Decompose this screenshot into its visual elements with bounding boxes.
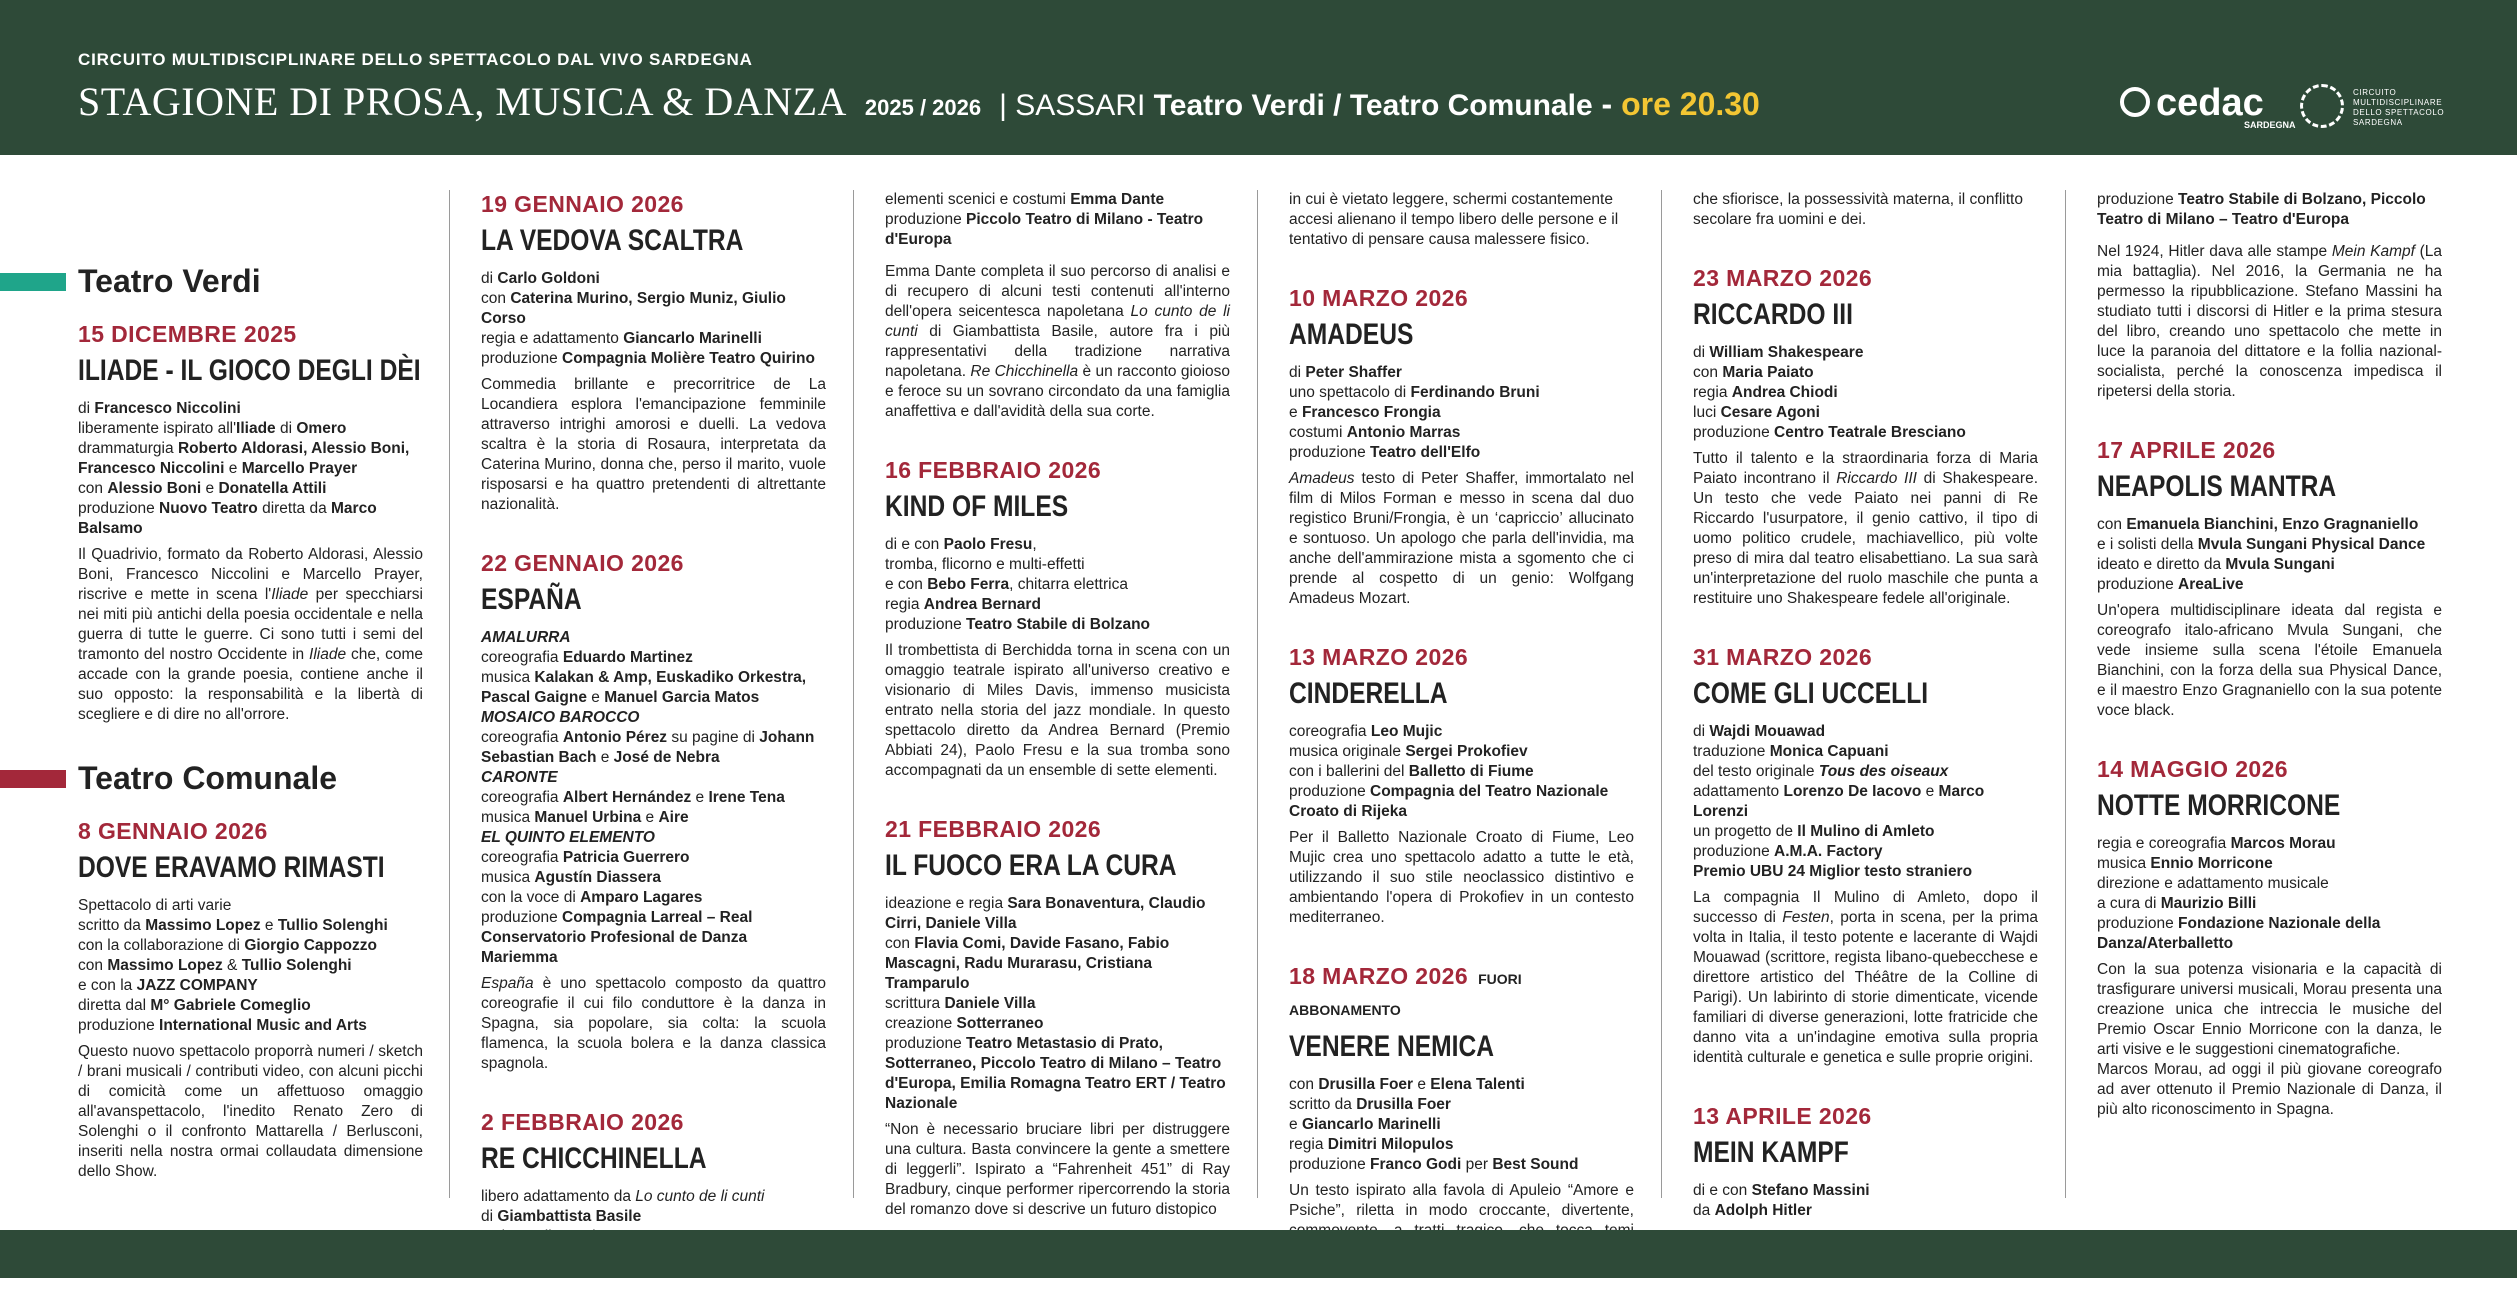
event-description: “Non è necessario bruciare libri per distruggere una cultura. Basta convincere la gente a smettere di leggerli”. Ispirato a “Fahrenheit 451” di Ray Bradbury, cinque performer ripercorrendo la storia del romanzo dove si descrive un futuro distopico (885, 1121, 1230, 1218)
column-divider (853, 190, 854, 1198)
event-description: La compagnia Il Mulino di Amleto, dopo il successo di Festen, porta in scena, per la prima volta in Italia, il testo potente e lacerante di Wajdi Mouawad (scrittore, regista libano-quebecchese e direttore artistico del Théâtre de la Colline di Parigi). Un labirinto di storie dimenticate, vicende familiari di diverse generazioni, lotte fratricide che danno vita a un'indagine emotiva sulla propria identità culturale e genetica e sulle proprie origini. (1693, 889, 2038, 1066)
event-re-chicchinella (481, 1108, 826, 1247)
venue-label: Teatro Verdi / Teatro Comunale (1153, 89, 1593, 122)
event-title: COME GLI UCCELLI (1693, 677, 1929, 710)
event-title: DOVE ERAVAMO RIMASTI (78, 851, 385, 884)
event-description: Per il Balletto Nazionale Croato di Fiume, Leo Mujic crea uno spettacolo adatto a tutte le età, utilizzando il suo stile neoclassico distintivo e ambientando l'opera di Prokofiev in un contesto mediterraneo. (1289, 829, 1634, 926)
event-come-gli-uccelli (1693, 643, 2038, 1068)
event-credits: di e con Stefano Massini da Adolph Hitler (1693, 1182, 1870, 1219)
event-credits: AMALURRA coreografia Eduardo Martinez musica Kalakan & Amp, Euskadiko Orkestra, Pascal Gaigne e Manuel Garcia Matos MOSAICO BAROCCO coreografia Antonio Pérez su pagine di Johann Sebastian Bach e José de Nebra CARONTE coreografia Albert Hernández e Irene Tena musica Manuel Urbina e Aire EL QUINTO ELEMENTO coreografia Patricia Guerrero musica Agustín Diassera con la voce di Amparo Lagares produzione Compagnia Larreal – Real Conservatorio Profesional de Danza Mariemma (481, 629, 815, 966)
event-date: 13 MARZO 2026 (1289, 644, 1469, 670)
time-separator: - (1592, 86, 1622, 122)
continued-re-chicchinella: elementi scenici e costumi Emma Dante produzione Piccolo Teatro di Milano - Teatro d'Europa (885, 191, 1204, 248)
event-title: LA VEDOVA SCALTRA (481, 224, 744, 257)
event-title: ILIADE - IL GIOCO DEGLI DÈI (78, 354, 421, 387)
continued-venere-nemica: che sfiorisce, la possessività materna, il conflitto secolare fra uomini e dei. (1693, 191, 2023, 228)
event-espana (481, 549, 826, 1074)
event-title: VENERE NEMICA (1289, 1030, 1495, 1063)
event-title: CINDERELLA (1289, 677, 1448, 710)
event-title: RE CHICCHINELLA (481, 1142, 707, 1175)
event-description: Emma Dante completa il suo percorso di analisi e di recupero di alcuni testi contenuti all'interno dell'opera seicentesca napoletana Lo cunto de li cunti di Giambattista Basile, autore fra i più rappresentativi della tradizione narrativa napoletana. Re Chicchinella è un racconto gioioso e feroce su un sovrano circondato da una famiglia anaffettiva e dall'avidità della sua corte. (885, 263, 1231, 420)
event-date: 21 FEBBRAIO 2026 (885, 816, 1102, 842)
header-supertitle: CIRCUITO MULTIDISCIPLINARE DELLO SPETTACOLO DAL VIVO SARDEGNA (78, 50, 753, 69)
event-title: IL FUOCO ERA LA CURA (885, 849, 1177, 882)
event-credits: di Carlo Goldoni con Caterina Murino, Sergio Muniz, Giulio Corso regia e adattamento Giancarlo Marinelli produzione Compagnia Molière Teatro Quirino (481, 270, 815, 367)
footer-band (0, 1230, 2517, 1278)
event-date: 19 GENNAIO 2026 (481, 191, 684, 217)
event-il-fuoco-era-la-cura (885, 815, 1230, 1220)
column-divider (1257, 190, 1258, 1198)
event-date: 14 MAGGIO 2026 (2097, 756, 2288, 782)
event-cinderella (1289, 643, 1634, 928)
cedac-logo-icon (2120, 87, 2150, 117)
event-description: Con la sua potenza visionaria e la capacità di trasfigurare universi musicali, Morau presenta una creazione unica che intreccia le musiche del Premio Oscar Ennio Morricone con la danza, le arti visive e le suggestioni cinematografiche. Marcos Morau, ad oggi il più giovane coreografo ad aver ottenuto il Premio Nazionale di Danza, il più alto riconoscimento in Spagna. (2097, 961, 2442, 1118)
event-neapolis-mantra (2097, 436, 2442, 721)
event-credits: di Wajdi Mouawad traduzione Monica Capuani del testo originale Tous des oiseaux adattamento Lorenzo De Iacovo e Marco Lorenzi un progetto de Il Mulino di Amleto produzione A.M.A. Factory Premio UBU 24 Miglior testo straniero (1693, 723, 1985, 880)
event-description: Amadeus testo di Peter Shaffer, immortalato nel film di Milos Forman e messo in scena dal duo registico Bruni/Frongia, è un ‘capriccio’ allucinato e sontuoso. Un apologo che parla dell'invidia, ma anche dell'ammirazione mista a sgomento che ci prende al cospetto di un genio: Wolfgang Amadeus Mozart. (1289, 470, 1634, 607)
event-dove-eravamo-rimasti (78, 817, 423, 1182)
column-3 (885, 190, 1230, 1254)
column-5 (1693, 190, 2038, 1227)
event-description: España è uno spettacolo composto da quattro coreografie il cui filo conduttore è la danza in Spagna, sia popolare, sia colta: la scuola flamenca, la scuola bolera e la danza classica spagnola. (481, 975, 826, 1072)
event-description: Commedia brillante e precorritrice de La Locandiera esplora l'emancipazione femminile attraverso intrighi amorosi e duelli. La vedova scaltra è la storia di Rosaura, interpretata da Caterina Murino, donna che, perso il marito, vuole risposarsi e ha quattro pretendenti di altrettante nazionalità. (481, 376, 826, 513)
event-description: Questo nuovo spettacolo proporrà numeri / sketch / brani musicali / contributi video, con alcuni picchi di comicità come un affettuoso omaggio all'avanspettacolo, l'inedito Renato Zero di Solenghi o il confronto Mattarella / Berlusconi, inseriti nella nostra ormai collaudata dimensione dello Show. (78, 1043, 423, 1180)
event-credits: coreografia Leo Mujic musica originale Sergei Prokofiev con i ballerini del Balletto di Fiume produzione Compagnia del Teatro Nazionale Croato di Rijeka (1289, 723, 1609, 820)
venue-heading-verdi: Teatro Verdi (78, 262, 423, 300)
event-credits: di Peter Shaffer uno spettacolo di Ferdinando Bruni e Francesco Frongia costumi Antonio Marras produzione Teatro dell'Elfo (1289, 364, 1540, 461)
event-date: 13 APRILE 2026 (1693, 1103, 1872, 1129)
event-date: 10 MARZO 2026 (1289, 285, 1469, 311)
event-title: NOTTE MORRICONE (2097, 789, 2341, 822)
event-description: Il trombettista di Berchidda torna in scena con un omaggio teatrale ispirato all'universo creativo e visionario di Miles Davis, immenso musicista entrato nella storia del jazz mondiale. In questo spettacolo diretto da Andrea Bernard (Premio Abbiati 24), Paolo Fresu e la sua tromba sono accompagnati da un ensemble di sette elementi. (885, 642, 1230, 779)
city-label: | SASSARI (999, 89, 1154, 122)
season-title: STAGIONE DI PROSA, MUSICA & DANZA (78, 79, 847, 124)
event-date: 8 GENNAIO 2026 (78, 818, 268, 844)
event-credits: di William Shakespeare con Maria Paiato regia Andrea Chiodi luci Cesare Agoni produzione Centro Teatrale Bresciano (1693, 344, 1966, 441)
event-date: 18 MARZO 2026 FUORI ABBONAMENTO (1289, 963, 1522, 1018)
event-credits: di Francesco Niccolini liberamente ispirato all'Iliade di Omero drammaturgia Roberto Aldorasi, Alessio Boni, Francesco Niccolini e Marcello Prayer con Alessio Boni e Donatella Attili produzione Nuovo Teatro diretta da Marco Balsamo (78, 400, 410, 537)
event-credits: con Drusilla Foer e Elena Talenti scritto da Drusilla Foer e Giancarlo Marinelli regia Dimitri Milopulos produzione Franco Godi per Best Sound (1289, 1076, 1579, 1173)
event-date: 15 DICEMBRE 2025 (78, 321, 297, 347)
event-iliade (78, 320, 423, 725)
event-la-vedova-scaltra (481, 190, 826, 515)
column-6 (2097, 190, 2442, 1154)
season-years: 2025 / 2026 (864, 95, 982, 120)
event-title: MEIN KAMPF (1693, 1136, 1849, 1169)
event-date: 16 FEBBRAIO 2026 (885, 457, 1102, 483)
event-date: 17 APRILE 2026 (2097, 437, 2276, 463)
event-description: Il Quadrivio, formato da Roberto Aldorasi, Alessio Boni, Francesco Niccolini e Marcello Prayer, riscrive e mette in scena l'Iliade per specchiarsi nei miti più antichi della poesia occidentale e nella guerra di tutte le guerre. Ci sono tutti i semi del tramonto del nostro Occidente in Iliade che, come accade con la grande poesia, contiene anche il suo opposto: la responsabilità e la libertà di scegliere e di dire no all'orrore. (78, 546, 424, 723)
event-title: ESPAÑA (481, 583, 582, 616)
continued-mein-kampf: produzione Teatro Stabile di Bolzano, Piccolo Teatro di Milano – Teatro d'Europa (2097, 191, 2426, 228)
column-1 (78, 262, 423, 1216)
venue-marker-comunale (0, 770, 66, 788)
event-kind-of-miles (885, 456, 1230, 781)
header-main-line (78, 78, 1760, 125)
event-title: RICCARDO III (1693, 298, 1853, 331)
event-description: Un'opera multidisciplinare ideata dal regista e coreografo italo-africano Mvula Sungani, che vede insieme sulla scena l'étoile Emanuela Bianchini, con la forza della sua Physical Dance, e il maestro Enzo Gragnaniello con la sua potente voce black. (2097, 602, 2442, 719)
event-description: Nel 1924, Hitler dava alle stampe Mein Kampf (La mia battaglia). Nel 2016, la Germania ne ha permesso la ripubblicazione. Stefano Massini ha studiato tutti i discorsi di Hitler e la prima stesura del libro, creando uno spettacolo che mette in luce la paranoia del dittatore e la follia nazional-socialista, perché la conoscenza impedisca il ripetersi della storia. (2097, 243, 2442, 400)
event-credits: Spettacolo di arti varie scritto da Massimo Lopez e Tullio Solenghi con la collaborazione di Giorgio Cappozzo con Massimo Lopez & Tullio Solenghi e con la JAZZ COMPANY diretta dal M° Gabriele Comeglio produzione International Music and Arts (78, 897, 388, 1034)
event-riccardo-iii (1693, 264, 2038, 609)
event-title: KIND OF MILES (885, 490, 1069, 523)
show-time: ore 20.30 (1621, 86, 1760, 122)
column-2 (481, 190, 826, 1253)
circuit-logo-icon (2300, 84, 2344, 128)
event-notte-morricone (2097, 755, 2442, 1120)
event-date: 23 MARZO 2026 (1693, 265, 1873, 291)
event-credits: ideazione e regia Sara Bonaventura, Claudio Cirri, Daniele Villa con Flavia Comi, Davide Fasano, Fabio Mascagni, Radu Murarasu, Cristiana Tramparulo scrittura Daniele Villa creazione Sotterraneo produzione Teatro Metastasio di Prato, Sotterraneo, Piccolo Teatro di Milano – Teatro d'Europa, Emilia Romagna Teatro ERT / Teatro Nazionale (885, 895, 1226, 1112)
event-title: AMADEUS (1289, 318, 1414, 351)
event-mein-kampf (1693, 1102, 2038, 1221)
cedac-logo: cedac SARDEGNA (2120, 82, 2264, 125)
event-credits: regia e coreografia Marcos Morau musica Ennio Morricone direzione e adattamento musicale a cura di Maurizio Billi produzione Fondazione Nazionale della Danza/Aterballetto (2097, 835, 2381, 952)
column-divider (449, 190, 450, 1198)
column-divider (1661, 190, 1662, 1198)
event-date: 22 GENNAIO 2026 (481, 550, 684, 576)
column-4 (1289, 190, 1634, 1315)
event-note: FUORI ABBONAMENTO (1289, 971, 1522, 1018)
header-banner (0, 0, 2517, 155)
event-amadeus (1289, 284, 1634, 609)
event-credits: di e con Paolo Fresu, tromba, flicorno e multi-effetti e con Bebo Ferra, chitarra elettrica regia Andrea Bernard produzione Teatro Stabile di Bolzano (885, 536, 1151, 633)
venue-marker-verdi (0, 273, 66, 291)
venue-heading-comunale: Teatro Comunale (78, 759, 423, 797)
event-date: 31 MARZO 2026 (1693, 644, 1873, 670)
event-credits: libero adattamento da Lo cunto de li cunti di Giambattista Basile (481, 1188, 765, 1225)
event-credits: con Emanuela Bianchini, Enzo Gragnaniello e i solisti della Mvula Sungani Physical Dance ideato e diretto da Mvula Sungani produzione AreaLive (2097, 516, 2426, 593)
event-description: Un testo ispirato alla favola di Apuleio “Amore e Psiche”, riletta in modo croccante, divertente, (1289, 1182, 1634, 1219)
column-divider (2065, 190, 2066, 1198)
event-date: 2 FEBBRAIO 2026 (481, 1109, 684, 1135)
event-description: Tutto il talento e la straordinaria forza di Maria Paiato incontrano il Riccardo III di Shakespeare. Un testo che vede Paiato nei panni di Re Riccardo l'usurpatore, il genio cattivo, il tipo di uomo politico crudele, machiavellico, più volte preso di mira dal teatro elisabettiano. La sua sarà un'interpretazione del ruolo maschile che punta a restituire uno Shakespeare fedele all'originale. (1693, 450, 2039, 607)
continued-il-fuoco-era-la-cura: in cui è vietato leggere, schermi costantemente accesi alienano il tempo libero delle persone e il tentativo di pensare causa malessere fisico. (1289, 191, 1619, 248)
event-title: NEAPOLIS MANTRA (2097, 470, 2337, 503)
circuit-logo-text: CIRCUITO MULTIDISCIPLINARE DELLO SPETTACOLO SARDEGNA (2353, 88, 2445, 127)
